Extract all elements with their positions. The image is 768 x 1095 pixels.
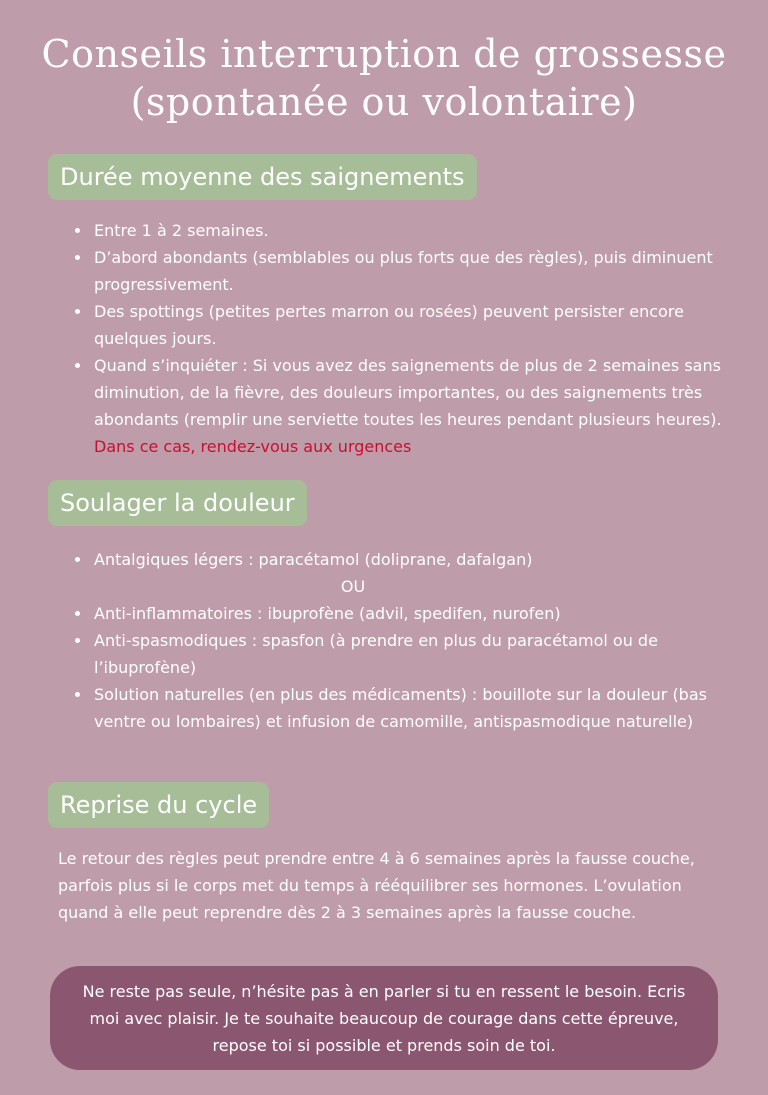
closing-message-box [50, 966, 718, 1070]
page-title-line-2: (spontanée ou volontaire) [130, 80, 638, 124]
pain-list [74, 546, 732, 735]
list-item: • Entre 1 à 2 semaines. [92, 217, 732, 244]
section-heading-cycle: Reprise du cycle [48, 782, 269, 828]
emergency-warning: Dans ce cas, rendez-vous aux urgences [94, 437, 412, 456]
list-item: • Des spottings (petites pertes marron ou rosées) peuvent persister encore quelques jours. [92, 298, 732, 352]
bleeding-list [74, 217, 732, 460]
list-item: • Anti-inflammatoires : ibuprofène (advil, spedifen, nurofen) [92, 600, 732, 627]
closing-message: Ne reste pas seule, n’hésite pas à en parler si tu en ressent le besoin. Ecris moi avec plaisir. Je te souhaite beaucoup de courage dans cette épreuve, repose toi si possible et prends soin de toi. [82, 982, 686, 1055]
page-title-line-1: Conseils interruption de grossesse [41, 32, 727, 76]
list-item [92, 352, 732, 460]
list-item: • Anti-spasmodiques : spasfon (à prendre en plus du paracétamol ou de l’ibuprofène) [92, 627, 732, 681]
section-heading-bleeding: Durée moyenne des saignements [48, 154, 477, 200]
section-heading-pain: Soulager la douleur [48, 480, 307, 526]
list-item: • D’abord abondants (semblables ou plus forts que des règles), puis diminuent progressivement. [92, 244, 732, 298]
page-title [0, 30, 768, 126]
cycle-paragraph: Le retour des règles peut prendre entre 4 à 6 semaines après la fausse couche, parfois plus si le corps met du temps à rééquilibrer ses hormones. L’ovulation quand à elle peut reprendre dès 2 à 3 semaines après la fausse couche. [58, 849, 695, 922]
or-separator: OU [340, 577, 366, 596]
warning-criteria-text: Quand s’inquiéter : Si vous avez des saignements de plus de 2 semaines sans diminution, de la fièvre, des douleurs importantes, ou des saignements très abondants (remplir une serviette toutes les heures pendant plusieurs heures). [94, 356, 722, 429]
list-item: • Solution naturelles (en plus des médicaments) : bouillote sur la douleur (bas ventre ou lombaires) et infusion de camomille, antispasmodique naturelle) [92, 681, 732, 735]
list-item: • Antalgiques légers : paracétamol (doliprane, dafalgan) [92, 546, 732, 573]
